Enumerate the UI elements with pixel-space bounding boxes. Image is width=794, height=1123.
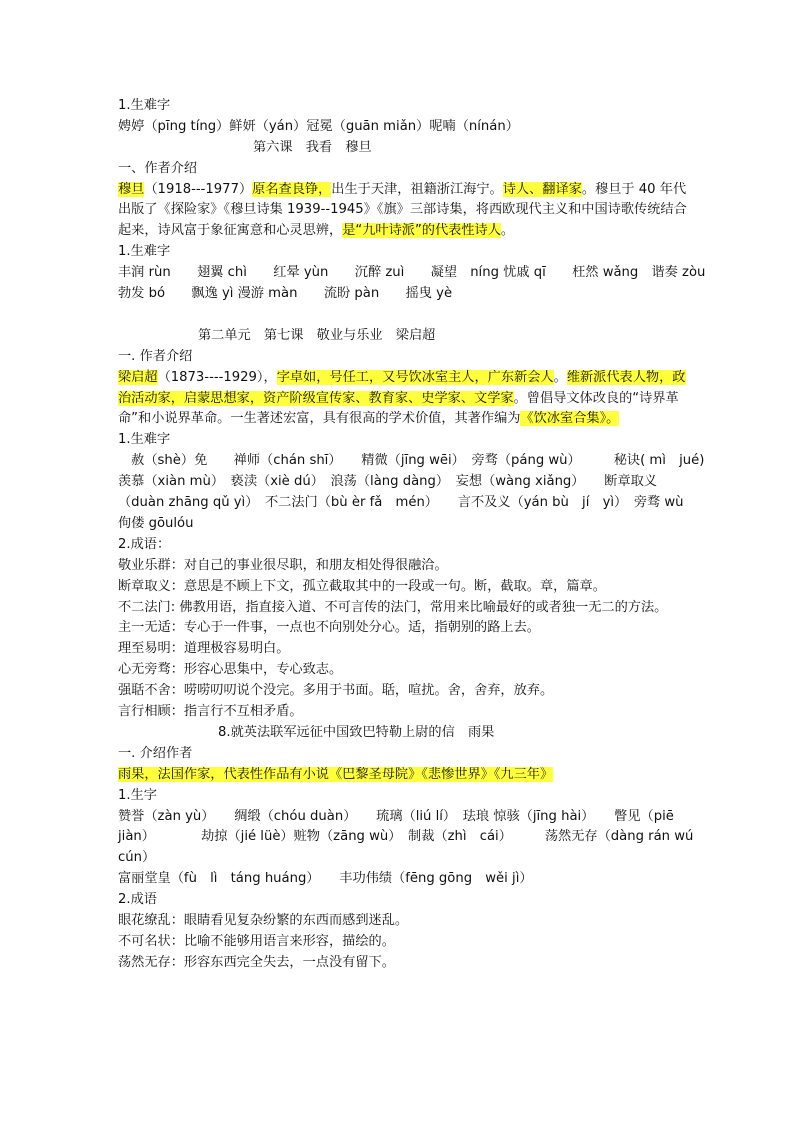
idiom-item: 不二法门: 佛教用语，指直接入道、不可言传的法门，常用来比喻最好的或者独一无二的方法。 xyxy=(118,599,668,615)
vocab-line: 赞誉（zàn yù） 绸缎（chóu duàn） 琉璃（liú lí） 珐琅 惊骇（jīng hài） 瞥见（piē xyxy=(118,808,674,824)
vocab-heading: 1.生字 xyxy=(118,787,157,803)
highlight-text: 诗人、翻译家 xyxy=(502,181,582,197)
idiom-item: 荡然无存：形容东西完全失去，一点没有留下。 xyxy=(118,954,395,970)
vocab-line: （duàn zhāng qǔ yì） 不二法门（bù èr fǎ mén） 言不及义（yán bù jí yì） 旁骛 wù xyxy=(118,495,684,511)
vocab-line: 勃发 bó 飘逸 yì 漫游 màn 流盼 pàn 摇曳 yè xyxy=(118,286,453,302)
idiom-item: 言行相顾：指言行不互相矛盾。 xyxy=(118,704,303,720)
section-heading: 一. 介绍作者 xyxy=(118,745,193,761)
vocab-line: 丰润 rùn 翅翼 chì 红晕 yùn 沉醉 zuì 凝望 níng 忧戚 qī 枉然 wǎng 谐奏 zòu xyxy=(118,265,706,281)
vocab-line: 佝偻 gōulóu xyxy=(118,515,194,531)
vocab-line: 富丽堂皇（fù lì táng huáng） 丰功伟绩（fēng gōng wěi jì） xyxy=(118,871,533,887)
vocab-line: jiàn） 劫掠（jié lüè）赃物（zāng wù） 制裁（zhì cái） 荡然无存（dàng rán wú xyxy=(118,829,694,845)
highlight-text: 是“九叶诗派”的代表性诗人 xyxy=(342,223,501,239)
idiom-item: 敬业乐群：对自己的事业很尽职，和朋友相处得很融洽。 xyxy=(118,557,448,573)
idiom-item: 断章取义：意思是不顾上下文，孤立截取其中的一段或一句。断，截取。章，篇章。 xyxy=(118,578,606,594)
author-paragraph: 穆旦（1918---1977）原名查良铮，出生于天津，祖籍浙江海宁。诗人、翻译家。穆旦于 40 年代出版了《探险家》《穆旦诗集 1939--1945》《旗》三部诗集，将西欧现代主义和中国诗歌传统结合起来，诗风富于象征寓意和心灵思辨，是“九叶诗派”的代表性诗人。 xyxy=(118,181,687,239)
idiom-item: 理至易明：道理极容易明白。 xyxy=(118,641,290,657)
section-heading: 一、作者介绍 xyxy=(118,160,198,176)
vocab-line: 赦（shè）免 禅师（chán shī） 精微（jīng wēi） 旁骛（páng wù） 秘诀( mì jué) xyxy=(118,453,705,469)
highlight-text: 维新派代表人物，政治活动家，启蒙思想家，资产阶级宣传家、教育家、史学家、文学家 xyxy=(118,369,686,406)
document-page xyxy=(118,96,706,974)
idiom-item: 心无旁骛：形容心思集中，专心致志。 xyxy=(118,662,343,678)
idiom-heading: 2.成语： xyxy=(118,536,171,552)
vocab-line: 娉婷（pīng tíng）鲜妍（yán）冠冕（guān miǎn）呢喃（nínán） xyxy=(118,118,519,134)
lesson-title: 第六课 我看 穆旦 xyxy=(253,139,372,155)
vocab-heading: 1.生难字 xyxy=(118,98,171,113)
highlight-text: 原名查良铮， xyxy=(252,181,332,197)
idiom-item: 主一无适：专心于一件事，一点也不向别处分心。适，指朝别的路上去。 xyxy=(118,620,540,636)
highlight-text: 字卓如，号任工，又号饮冰室主人，广东新会人 xyxy=(276,369,554,385)
lesson-title: 8.就英法联军远征中国致巴特勒上尉的信 雨果 xyxy=(218,724,495,740)
lesson-title: 第二单元 第七课 敬业与乐业 梁启超 xyxy=(198,327,436,343)
vocab-line: cún） xyxy=(118,850,156,866)
highlight-text: 梁启超 xyxy=(118,369,158,385)
idiom-heading: 2.成语 xyxy=(118,892,157,908)
section-heading: 一. 作者介绍 xyxy=(118,348,193,364)
idiom-item: 不可名状：比喻不能够用语言来形容，描绘的。 xyxy=(118,933,395,949)
vocab-line: 羡慕（xiàn mù） 亵渎（xiè dú） 浪荡（làng dàng） 妄想（wàng xiǎng） 断章取义 xyxy=(118,474,658,490)
vocab-heading: 1.生难字 xyxy=(118,432,171,448)
idiom-item: 强聒不舍：唠唠叨叨说个没完。多用于书面。聒，喧扰。舍，舍弃，放弃。 xyxy=(118,683,554,699)
highlight-text: 《饮冰室合集》。 xyxy=(520,411,620,427)
highlight-text: 雨果，法国作家，代表性作品有小说《巴黎圣母院》《悲惨世界》《九三年》 xyxy=(118,766,554,782)
vocab-heading: 1.生难字 xyxy=(118,244,171,260)
highlight-text: 穆旦 xyxy=(118,181,145,197)
author-paragraph: 梁启超（1873----1929），字卓如，号任工，又号饮冰室主人，广东新会人。维新派代表人物，政治活动家，启蒙思想家，资产阶级宣传家、教育家、史学家、文学家。曾倡导文体改良的“诗界革命”和小说界革命。一生著述宏富，具有很高的学术价值，其著作编为《饮冰室合集》。 xyxy=(118,369,686,427)
idiom-item: 眼花缭乱：眼睛看见复杂纷繁的东西而感到迷乱。 xyxy=(118,912,409,928)
author-paragraph xyxy=(118,765,688,786)
